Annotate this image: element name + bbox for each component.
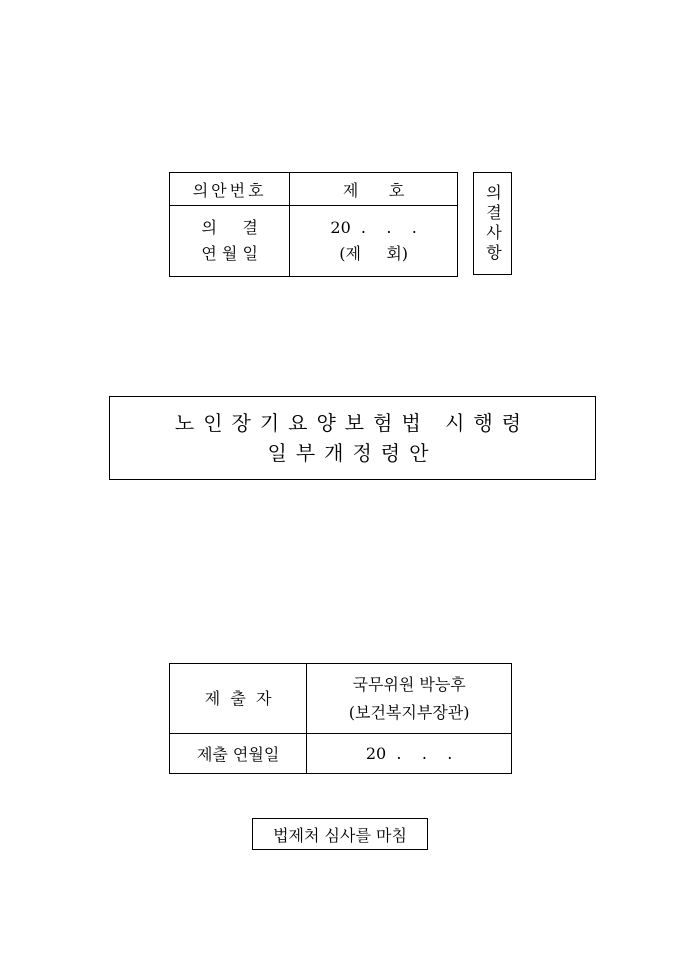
submitter-value [307, 664, 512, 734]
resolution-date-label-line2: 연 월 일 [201, 244, 258, 263]
resolution-date-value [290, 206, 458, 277]
resolution-date-value-line1: 20 . . . [330, 218, 417, 237]
resolution-date-label-line1: 의 결 [201, 218, 258, 237]
legislation-review-stamp: 법제처 심사를 마침 [252, 818, 428, 850]
submission-table [169, 663, 512, 774]
bill-info-table [169, 172, 458, 277]
bill-title-line1: 노인장기요양보험법 시행령 [174, 411, 531, 435]
submitter-title: (보건복지부장관) [348, 702, 470, 722]
bill-number-label: 의안번호 [170, 173, 290, 206]
bill-number-row [170, 173, 458, 206]
resolution-date-label [170, 206, 290, 277]
submission-date-row [170, 734, 512, 774]
submitter-name: 국무위원 박능후 [352, 674, 466, 694]
resolution-date-row [170, 206, 458, 277]
resolution-matters-label: 의결사항 [483, 183, 503, 264]
submission-date-value: 20 . . . [307, 734, 512, 774]
bill-title-box [109, 396, 596, 480]
bill-title-line2: 일부개정령안 [267, 441, 438, 465]
bill-number-value: 제 호 [290, 173, 458, 206]
submitter-label: 제 출 자 [170, 664, 307, 734]
submission-date-label: 제출 연월일 [170, 734, 307, 774]
submitter-row [170, 664, 512, 734]
resolution-date-value-line2: (제 회) [339, 244, 409, 263]
resolution-matters-box [473, 172, 512, 275]
